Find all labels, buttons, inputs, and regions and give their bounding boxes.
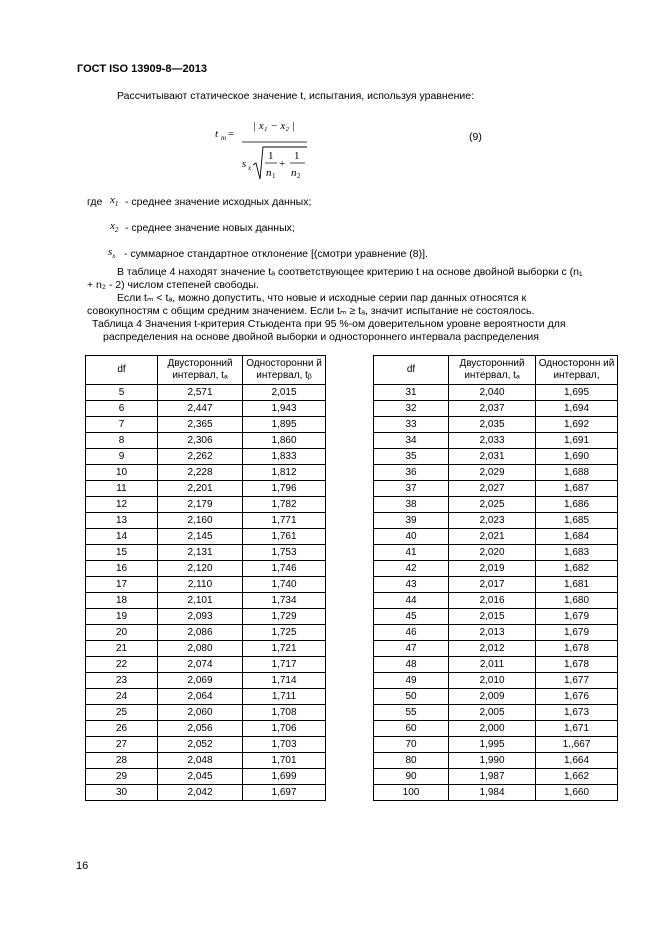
table-cell: 42 [374, 561, 449, 577]
table-right [373, 355, 618, 801]
table-row [86, 593, 326, 609]
table-row [374, 673, 618, 689]
table-cell: 2,145 [158, 529, 243, 545]
table-cell: 1,660 [536, 785, 618, 801]
table-cell: 2,019 [449, 561, 536, 577]
table-cell: 8 [86, 433, 158, 449]
table-row [86, 497, 326, 513]
table-cell: 2,228 [158, 465, 243, 481]
table-left-header-df: df [86, 356, 158, 385]
table-row [86, 625, 326, 641]
table-cell: 2,000 [449, 721, 536, 737]
table-cell: 1,734 [243, 593, 326, 609]
table-cell: 2,015 [449, 609, 536, 625]
table-cell: 1,678 [536, 657, 618, 673]
table-row [374, 689, 618, 705]
table-cell: 55 [374, 705, 449, 721]
table-cell: 21 [86, 641, 158, 657]
table-row [374, 657, 618, 673]
table-row [86, 657, 326, 673]
intro-text: Рассчитывают статическое значение t, испытания, используя уравнение: [117, 90, 474, 102]
table-cell: 29 [86, 769, 158, 785]
svg-text:+: + [279, 158, 286, 170]
table-cell: 49 [374, 673, 449, 689]
table-cell: 2,021 [449, 529, 536, 545]
table-cell: 2,201 [158, 481, 243, 497]
table-cell: 6 [86, 401, 158, 417]
table-cell: 2,029 [449, 465, 536, 481]
table-row [374, 641, 618, 657]
where-sym-3: $s_x$ [108, 246, 116, 261]
table-cell: 35 [374, 449, 449, 465]
table-cell: 28 [86, 753, 158, 769]
table-cell: 2,031 [449, 449, 536, 465]
table-cell: 32 [374, 401, 449, 417]
table-cell: 15 [86, 545, 158, 561]
table-row [374, 449, 618, 465]
table-cell: 1,697 [243, 785, 326, 801]
table-cell: 2,035 [449, 417, 536, 433]
table-cell: 39 [374, 513, 449, 529]
table-cell: 2,093 [158, 609, 243, 625]
table-cell: 2,447 [158, 401, 243, 417]
table-cell: 46 [374, 625, 449, 641]
table-row [374, 465, 618, 481]
table-row [86, 785, 326, 801]
document-header: ГОСТ ISO 13909-8—2013 [77, 63, 207, 75]
table-cell: 1,796 [243, 481, 326, 497]
table-cell: 37 [374, 481, 449, 497]
table-cell: 1,833 [243, 449, 326, 465]
table-row [374, 385, 618, 401]
table-row [374, 481, 618, 497]
table-cell: 40 [374, 529, 449, 545]
where-text-1: - среднее значение исходных данных; [125, 196, 312, 208]
table-row [86, 721, 326, 737]
table-row [374, 433, 618, 449]
table-cell: 1,690 [536, 449, 618, 465]
frac1-den: n [266, 167, 272, 179]
table-row [374, 401, 618, 417]
table-cell: 1,695 [536, 385, 618, 401]
table-row [374, 753, 618, 769]
table-row [86, 401, 326, 417]
table-cell: 2,306 [158, 433, 243, 449]
table-row [86, 545, 326, 561]
table-cell: 1,714 [243, 673, 326, 689]
table-row [374, 609, 618, 625]
table-cell: 1,984 [449, 785, 536, 801]
table-cell: 1,812 [243, 465, 326, 481]
table-row [374, 497, 618, 513]
table-cell: 1,706 [243, 721, 326, 737]
table-cell: 1,687 [536, 481, 618, 497]
table-cell: 44 [374, 593, 449, 609]
table-cell: 1,688 [536, 465, 618, 481]
table-row [86, 673, 326, 689]
table-cell: 1,691 [536, 433, 618, 449]
table-cell: 1,995 [449, 737, 536, 753]
table-cell: 1,692 [536, 417, 618, 433]
table-cell: 2,009 [449, 689, 536, 705]
table-cell: 24 [86, 689, 158, 705]
formula-9 [215, 115, 325, 190]
table-cell: 1,782 [243, 497, 326, 513]
table-cell: 2,048 [158, 753, 243, 769]
table-cell: 2,016 [449, 593, 536, 609]
table-cell: 48 [374, 657, 449, 673]
table-cell: 1,664 [536, 753, 618, 769]
table-cell: 1,682 [536, 561, 618, 577]
table-row [86, 769, 326, 785]
formula-s-sub: x [248, 164, 252, 172]
table-cell: 1,678 [536, 641, 618, 657]
table-cell: 2,056 [158, 721, 243, 737]
table-cell: 2,023 [449, 513, 536, 529]
where-sym-1: $x_1$ [110, 194, 119, 209]
paragraph-2-line-2: совокупностям с общим средним значением. Если tₘ ≥ tₐ, значит испытание не состоялось. [87, 305, 535, 317]
table-cell: 2,027 [449, 481, 536, 497]
table-cell: 1,686 [536, 497, 618, 513]
table-row [374, 529, 618, 545]
table-cell: 2,080 [158, 641, 243, 657]
table-row [374, 769, 618, 785]
table-cell: 2,131 [158, 545, 243, 561]
page-number: 16 [76, 860, 89, 872]
table-caption-line-2: распределения на основе двойной выборки и одностороннего интервала распределения [103, 331, 539, 343]
table-cell: 1,680 [536, 593, 618, 609]
table-cell: 1,684 [536, 529, 618, 545]
formula-lhs: t [215, 128, 219, 140]
table-cell: 10 [86, 465, 158, 481]
table-cell: 1,694 [536, 401, 618, 417]
table-right-header-one-sided: Односторонн ий интервал, [536, 356, 618, 385]
table-cell: 22 [86, 657, 158, 673]
table-cell: 23 [86, 673, 158, 689]
table-row [374, 625, 618, 641]
table-row [86, 609, 326, 625]
table-cell: 2,052 [158, 737, 243, 753]
table-cell: 27 [86, 737, 158, 753]
table-cell: 1,683 [536, 545, 618, 561]
formula-numerator: | x₁ − x₂ | [253, 120, 295, 132]
table-cell: 90 [374, 769, 449, 785]
table-cell: 2,020 [449, 545, 536, 561]
table-cell: 1,771 [243, 513, 326, 529]
formula-lhs-sub: m [221, 134, 227, 142]
table-cell: 18 [86, 593, 158, 609]
table-cell: 2,179 [158, 497, 243, 513]
table-cell: 50 [374, 689, 449, 705]
table-cell: 1,701 [243, 753, 326, 769]
table-row [86, 689, 326, 705]
table-row [374, 593, 618, 609]
table-cell: 60 [374, 721, 449, 737]
table-cell: 19 [86, 609, 158, 625]
table-cell: 1,721 [243, 641, 326, 657]
table-cell: 1,685 [536, 513, 618, 529]
table-cell: 17 [86, 577, 158, 593]
table-row [86, 705, 326, 721]
table-row [86, 417, 326, 433]
table-cell: 25 [86, 705, 158, 721]
table-row [86, 577, 326, 593]
table-row [374, 417, 618, 433]
table-cell: 30 [86, 785, 158, 801]
frac2-num: 1 [294, 150, 300, 162]
table-cell: 1,725 [243, 625, 326, 641]
table-cell: 2,101 [158, 593, 243, 609]
table-cell: 2,005 [449, 705, 536, 721]
where-text-3: - суммарное стандартное отклонение [(смотри уравнение (8)]. [124, 248, 428, 260]
table-cell: 1.,667 [536, 737, 618, 753]
table-cell: 1,699 [243, 769, 326, 785]
table-row [374, 577, 618, 593]
table-cell: 1,729 [243, 609, 326, 625]
table-row [374, 721, 618, 737]
table-cell: 2,045 [158, 769, 243, 785]
formula-number: (9) [469, 131, 482, 143]
table-cell: 41 [374, 545, 449, 561]
table-caption-line-1: Таблица 4 Значения t-критерия Стьюдента при 95 %-ом доверительном уровне вероятности для [92, 318, 566, 330]
table-cell: 34 [374, 433, 449, 449]
table-row [374, 545, 618, 561]
table-cell: 1,761 [243, 529, 326, 545]
table-cell: 2,365 [158, 417, 243, 433]
table-row [86, 433, 326, 449]
table-cell: 1,746 [243, 561, 326, 577]
table-cell: 14 [86, 529, 158, 545]
table-row [86, 737, 326, 753]
table-cell: 100 [374, 785, 449, 801]
table-cell: 2,013 [449, 625, 536, 641]
table-cell: 2,160 [158, 513, 243, 529]
table-row [86, 513, 326, 529]
paragraph-1-line-2: + n₂ - 2) числом степеней свободы. [87, 279, 259, 291]
table-cell: 20 [86, 625, 158, 641]
where-prefix: где [87, 196, 103, 208]
table-cell: 1,753 [243, 545, 326, 561]
table-cell: 2,042 [158, 785, 243, 801]
where-sym-2: $x_2$ [110, 220, 119, 235]
table-cell: 16 [86, 561, 158, 577]
table-cell: 1,860 [243, 433, 326, 449]
table-cell: 1,662 [536, 769, 618, 785]
table-row [86, 385, 326, 401]
svg-text:=: = [228, 128, 235, 140]
table-cell: 1,740 [243, 577, 326, 593]
frac2-den: n [291, 167, 297, 179]
table-cell: 2,086 [158, 625, 243, 641]
table-cell: 2,040 [449, 385, 536, 401]
table-right-header-two-sided: Двусторонний интервал, tₐ [449, 356, 536, 385]
table-row [374, 705, 618, 721]
paragraph-2-line-1: Если tₘ < tₐ, можно допустить, что новые и исходные серии пар данных относятся к [117, 292, 527, 304]
table-cell: 45 [374, 609, 449, 625]
table-cell: 1,943 [243, 401, 326, 417]
table-row [86, 753, 326, 769]
table-cell: 31 [374, 385, 449, 401]
table-cell: 2,037 [449, 401, 536, 417]
table-row [374, 785, 618, 801]
table-cell: 1,671 [536, 721, 618, 737]
table-cell: 2,015 [243, 385, 326, 401]
paragraph-1-line-1: В таблице 4 находят значение tₐ соответствующее критерию t на основе двойной выборки с (n₁ [117, 266, 583, 278]
table-left [85, 355, 326, 801]
table-cell: 12 [86, 497, 158, 513]
table-cell: 1,677 [536, 673, 618, 689]
table-cell: 2,011 [449, 657, 536, 673]
frac2-den-sub: 2 [297, 172, 301, 180]
table-cell: 1,990 [449, 753, 536, 769]
table-cell: 2,074 [158, 657, 243, 673]
table-cell: 11 [86, 481, 158, 497]
table-cell: 1,681 [536, 577, 618, 593]
table-cell: 1,673 [536, 705, 618, 721]
table-cell: 26 [86, 721, 158, 737]
table-cell: 2,110 [158, 577, 243, 593]
table-row [86, 449, 326, 465]
table-cell: 1,711 [243, 689, 326, 705]
table-cell: 2,120 [158, 561, 243, 577]
table-row [86, 641, 326, 657]
table-cell: 9 [86, 449, 158, 465]
frac1-num: 1 [268, 150, 274, 162]
where-text-2: - среднее значение новых данных; [125, 222, 295, 234]
table-cell: 2,010 [449, 673, 536, 689]
table-cell: 33 [374, 417, 449, 433]
formula-s: s [242, 158, 247, 170]
table-cell: 2,012 [449, 641, 536, 657]
table-cell: 2,262 [158, 449, 243, 465]
frac1-den-sub: 1 [272, 172, 276, 180]
table-cell: 1,676 [536, 689, 618, 705]
table-cell: 70 [374, 737, 449, 753]
table-cell: 1,703 [243, 737, 326, 753]
table-cell: 43 [374, 577, 449, 593]
table-cell: 1,679 [536, 609, 618, 625]
table-cell: 47 [374, 641, 449, 657]
table-row [374, 561, 618, 577]
table-cell: 2,571 [158, 385, 243, 401]
table-cell: 1,717 [243, 657, 326, 673]
table-cell: 2,064 [158, 689, 243, 705]
table-cell: 2,060 [158, 705, 243, 721]
table-cell: 38 [374, 497, 449, 513]
table-left-header-one-sided: Односторонни й интервал, tᵦ [243, 356, 326, 385]
table-cell: 2,069 [158, 673, 243, 689]
table-cell: 1,679 [536, 625, 618, 641]
table-cell: 2,025 [449, 497, 536, 513]
table-cell: 5 [86, 385, 158, 401]
table-row [86, 529, 326, 545]
table-cell: 13 [86, 513, 158, 529]
table-cell: 2,033 [449, 433, 536, 449]
table-cell: 1,895 [243, 417, 326, 433]
table-cell: 2,017 [449, 577, 536, 593]
table-cell: 7 [86, 417, 158, 433]
table-left-header-two-sided: Двусторонний интервал, tₐ [158, 356, 243, 385]
table-cell: 80 [374, 753, 449, 769]
table-cell: 1,987 [449, 769, 536, 785]
table-cell: 1,708 [243, 705, 326, 721]
table-row [374, 737, 618, 753]
table-right-header-df: df [374, 356, 449, 385]
table-row [86, 561, 326, 577]
table-row [374, 513, 618, 529]
table-row [86, 481, 326, 497]
table-row [86, 465, 326, 481]
table-cell: 36 [374, 465, 449, 481]
